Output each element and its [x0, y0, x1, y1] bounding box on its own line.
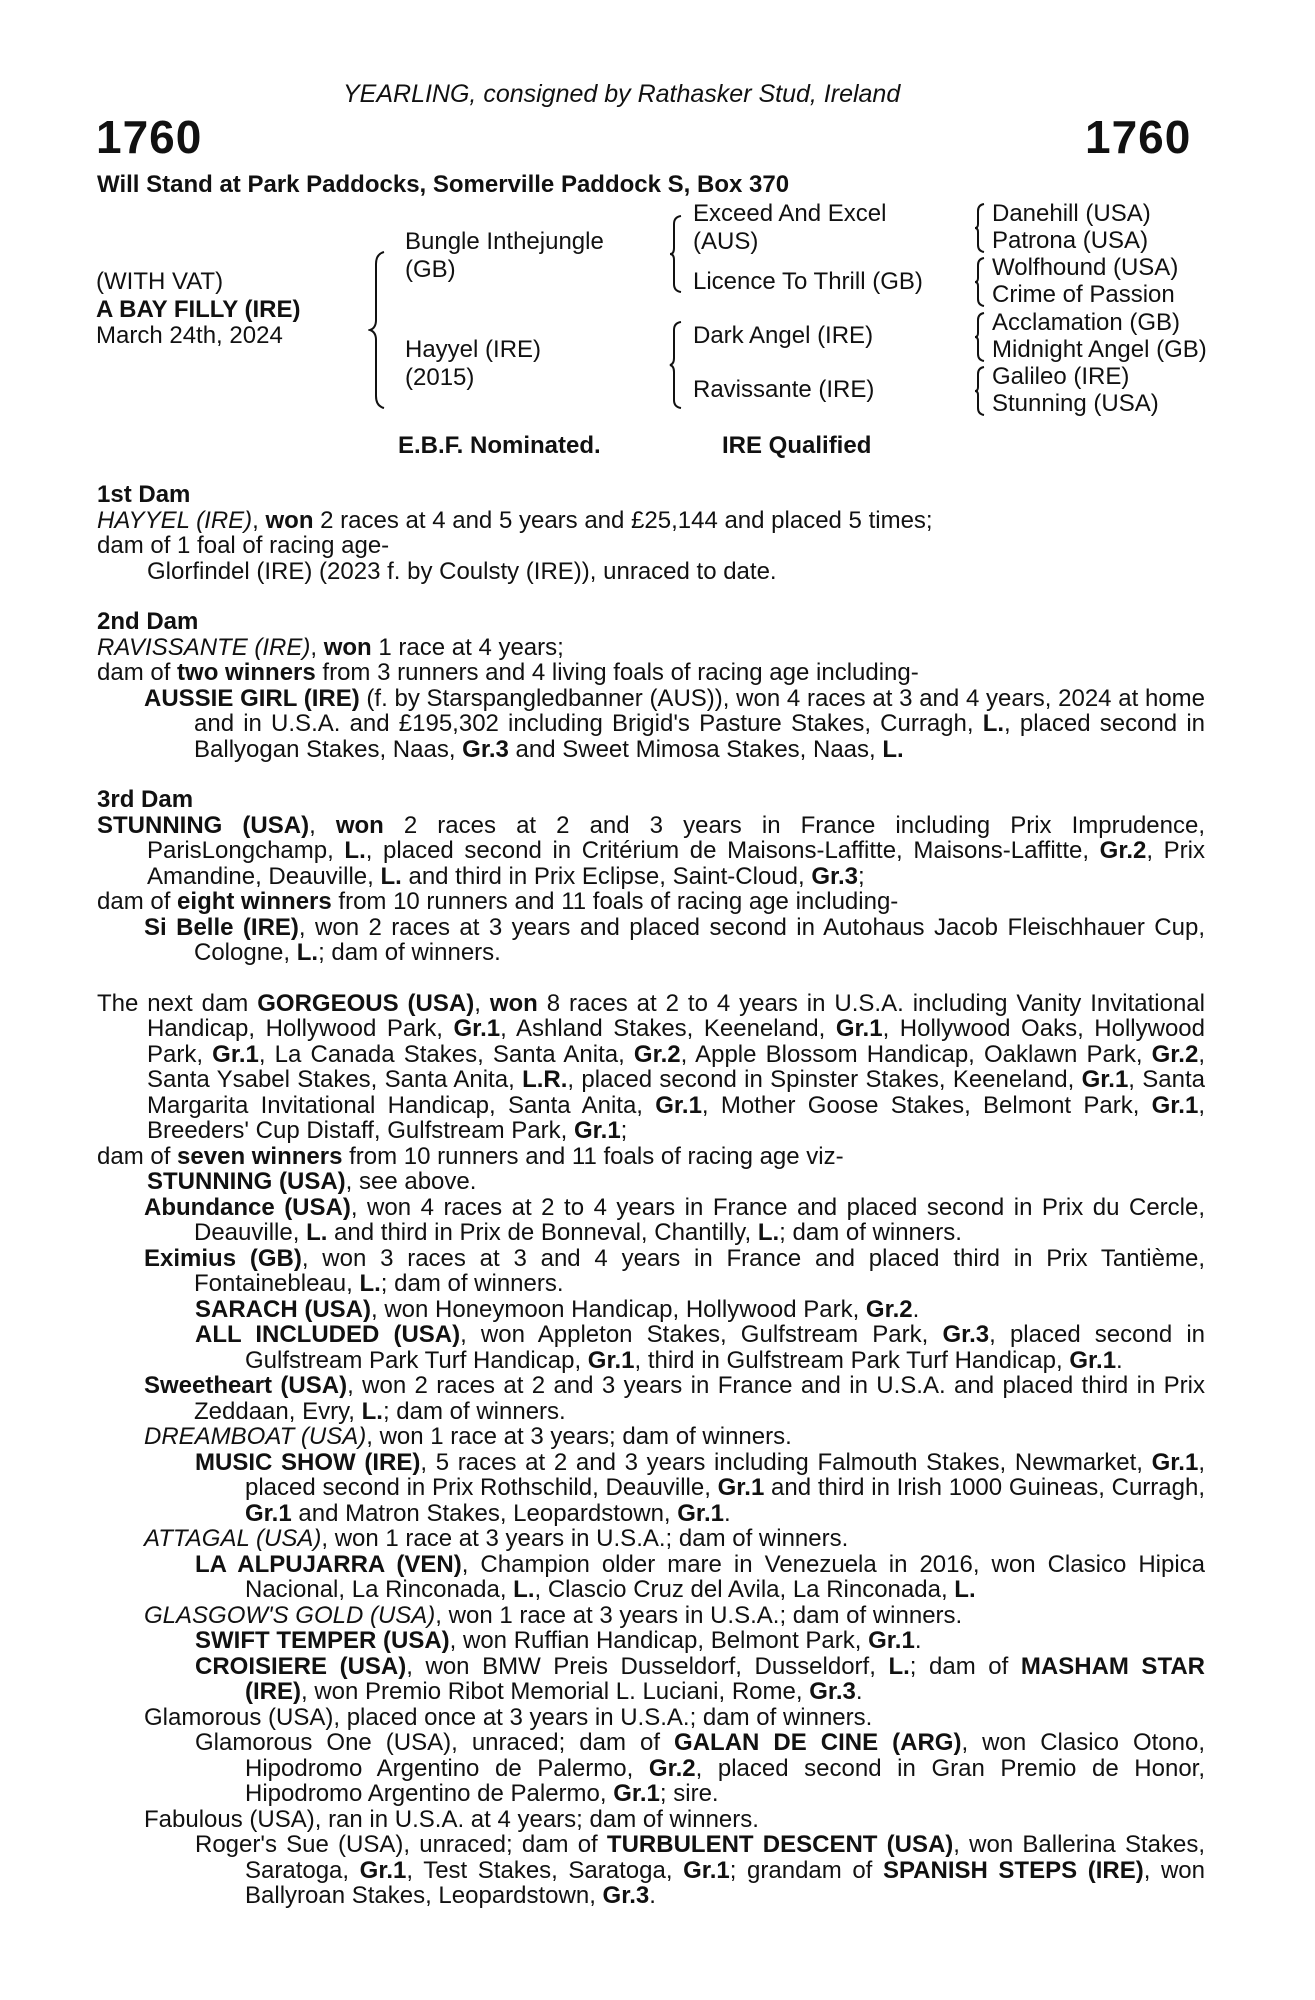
sire-sire-name: Exceed And Excel: [693, 200, 887, 227]
produce-rogers-sue: Roger's Sue (USA), unraced; dam of TURBULENT DESCENT (USA), won Ballerina Stakes, Saratoga, Gr.1, Test Stakes, Saratoga, Gr.1; grandam of SPANISH STEPS (IRE), won Ballyroan Stakes, Leopardstown, Gr.3.: [195, 1831, 1205, 1909]
gen3-ssd: Patrona (USA): [992, 227, 1149, 254]
third-dam-foal: Si Belle (IRE), won 2 races at 3 years and placed second in Autohaus Jacob Fleischhauer Cup, Cologne, L.; dam of winners.: [144, 913, 1205, 966]
dam-dam-name: Ravissante (IRE): [693, 376, 875, 403]
second-dam-foal: AUSSIE GIRL (IRE) (f. by Starspangledbanner (AUS)), won 4 races at 3 and 4 years, 2024 at home and in U.S.A. and £195,302 including Brigid's Pasture Stakes, Curragh, L., placed second in Ballyogan Stakes, Naas, Gr.3 and Sweet Mimosa Stakes, Naas, L.: [144, 684, 1206, 763]
dam-year: (2015): [405, 364, 475, 391]
gen3-brace-2: [973, 256, 987, 308]
gen3-brace-1: [973, 202, 987, 254]
lot-number-left: 1760: [96, 111, 203, 163]
next-dam-text: The next dam GORGEOUS (USA), won 8 races at 2 to 4 years in U.S.A. including Vanity Invitational Handicap, Hollywood Park, Gr.1, Ashland Stakes, Keeneland, Gr.1, Hollywood Oaks, Hollywood Park, Gr.1, La Canada Stakes, Santa Anita, Gr.2, Apple Blossom Handicap, Oaklawn Park, Gr.2, Santa Ysabel Stakes, Santa Anita, L.R., placed second in Spinster Stakes, Keeneland, Gr.1, Santa Margarita Invitational Handicap, Santa Anita, Gr.1, Mother Goose Stakes, Belmont Park, Gr.1, Breeders' Cup Distaff, Gulfstream Park, Gr.1;: [97, 989, 1205, 1144]
second-dam-produce: dam of two winners from 3 runners and 4 living foals of racing age including-: [97, 659, 919, 686]
first-dam-produce: dam of 1 foal of racing age-: [97, 532, 390, 559]
sire-country: (GB): [405, 256, 456, 283]
produce-croisiere: CROISIERE (USA), won BMW Preis Dusseldorf, Dusseldorf, L.; dam of MASHAM STAR (IRE), won Premio Ribot Memorial L. Luciani, Rome, Gr.3.: [195, 1652, 1205, 1705]
first-dam-foal: Glorfindel (IRE) (2023 f. by Coulsty (IRE)), unraced to date.: [147, 557, 777, 585]
produce-all-included: ALL INCLUDED (USA), won Appleton Stakes, Gulfstream Park, Gr.3, placed second in Gulfstream Park Turf Handicap, Gr.1, third in Gulfstream Park Turf Handicap, Gr.1.: [195, 1321, 1206, 1374]
produce-attagal: ATTAGAL (USA), won 1 race at 3 years in U.S.A.; dam of winners.: [144, 1525, 849, 1552]
gen3-dds: Galileo (IRE): [992, 363, 1130, 390]
lot-number-right: 1760: [1085, 111, 1192, 163]
produce-dreamboat: DREAMBOAT (USA), won 1 race at 3 years; dam of winners.: [144, 1423, 792, 1450]
gen3-brace-4: [973, 365, 987, 417]
produce-sarach: SARACH (USA), won Honeymoon Handicap, Hollywood Park, Gr.2.: [195, 1295, 920, 1323]
sire-dam-name: Licence To Thrill (GB): [693, 268, 923, 295]
first-dam-text: HAYYEL (IRE), won 2 races at 4 and 5 years and £25,144 and placed 5 times;: [97, 506, 933, 534]
second-dam-heading: 2nd Dam: [97, 608, 199, 635]
stand-location: Will Stand at Park Paddocks, Somerville Paddock S, Box 370: [97, 171, 790, 198]
dam-parents-brace: [668, 320, 684, 410]
ire-qualified: IRE Qualified: [722, 432, 872, 459]
sire-name: Bungle Inthejungle: [405, 228, 604, 255]
produce-fabulous: Fabulous (USA), ran in U.S.A. at 4 years; dam of winners.: [144, 1805, 759, 1833]
second-dam-text: RAVISSANTE (IRE), won 1 race at 4 years;: [97, 633, 564, 661]
third-dam-produce: dam of eight winners from 10 runners and 11 foals of racing age including-: [97, 888, 899, 915]
gen3-ddd: Stunning (USA): [992, 390, 1159, 417]
horse-name: A BAY FILLY (IRE): [96, 296, 301, 323]
pedigree-main-brace: [368, 250, 388, 410]
dam-sire-name: Dark Angel (IRE): [693, 322, 874, 349]
first-dam-heading: 1st Dam: [97, 481, 191, 508]
dam-record: [97, 482, 1205, 1909]
gen3-sds: Wolfhound (USA): [992, 254, 1179, 281]
produce-stunning: STUNNING (USA), see above.: [147, 1168, 477, 1195]
sale-subtitle: YEARLING, consigned by Rathasker Stud, Ireland: [343, 80, 901, 108]
gen3-brace-3: [973, 311, 987, 363]
produce-la-alpujarra: LA ALPUJARRA (VEN), Champion older mare in Venezuela in 2016, won Clasico Hipica Nacional, La Rinconada, L., Clascio Cruz del Avila, La Rinconada, L.: [195, 1550, 1206, 1603]
produce-abundance: Abundance (USA), won 4 races at 2 to 4 years in France and placed second in Prix du Cercle, Deauville, L. and third in Prix de Bonneval, Chantilly, L.; dam of winners.: [144, 1193, 1206, 1246]
produce-glamorous: Glamorous (USA), placed once at 3 years in U.S.A.; dam of winners.: [144, 1703, 873, 1731]
sire-sire-country: (AUS): [693, 228, 759, 255]
gen3-sdd: Crime of Passion: [992, 281, 1175, 308]
gen3-dss: Acclamation (GB): [992, 309, 1181, 336]
sire-parents-brace: [668, 214, 684, 294]
next-dam-produce: dam of seven winners from 10 runners and 11 foals of racing age viz-: [97, 1142, 844, 1170]
produce-glamorous-one: Glamorous One (USA), unraced; dam of GALAN DE CINE (ARG), won Clasico Otono, Hipodromo Argentino de Palermo, Gr.2, placed second in Gran Premio de Honor, Hipodromo Argentino de Palermo, Gr.1; sire.: [195, 1729, 1206, 1807]
vat-label: (WITH VAT): [96, 268, 224, 295]
produce-glasgows-gold: GLASGOW'S GOLD (USA), won 1 race at 3 years in U.S.A.; dam of winners.: [144, 1601, 963, 1629]
third-dam-text: STUNNING (USA), won 2 races at 2 and 3 years in France including Prix Imprudence, ParisLongchamp, L., placed second in Critérium de Maisons-Laffitte, Maisons-Laffitte, Gr.2, Prix Amandine, Deauville, L. and third in Prix Eclipse, Saint-Cloud, Gr.3;: [97, 811, 1206, 890]
foaling-date: March 24th, 2024: [96, 322, 283, 349]
produce-eximius: Eximius (GB), won 3 races at 3 and 4 years in France and placed third in Prix Tantième, Fontainebleau, L.; dam of winners.: [144, 1244, 1205, 1297]
produce-swift-temper: SWIFT TEMPER (USA), won Ruffian Handicap, Belmont Park, Gr.1.: [195, 1627, 922, 1654]
produce-sweetheart: Sweetheart (USA), won 2 races at 2 and 3 years in France and in U.S.A. and placed third in Prix Zeddaan, Evry, L.; dam of winners.: [144, 1372, 1206, 1425]
third-dam-heading: 3rd Dam: [97, 786, 194, 813]
gen3-dsd: Midnight Angel (GB): [992, 336, 1207, 363]
gen3-sss: Danehill (USA): [992, 200, 1151, 227]
dam-name: Hayyel (IRE): [405, 336, 542, 363]
produce-music-show: MUSIC SHOW (IRE), 5 races at 2 and 3 years including Falmouth Stakes, Newmarket, Gr.1, placed second in Prix Rothschild, Deauville, Gr.1 and third in Irish 1000 Guineas, Curragh, Gr.1 and Matron Stakes, Leopardstown, Gr.1.: [195, 1448, 1206, 1527]
ebf-nominated: E.B.F. Nominated.: [398, 432, 601, 459]
